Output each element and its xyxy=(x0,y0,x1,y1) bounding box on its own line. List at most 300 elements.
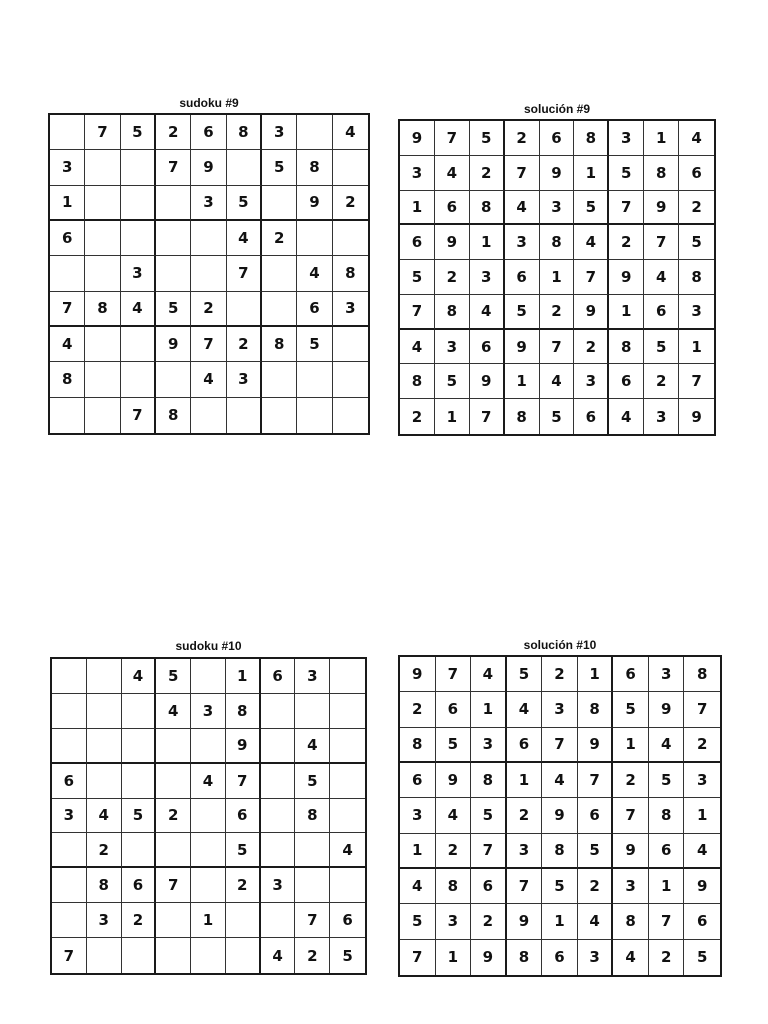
sudoku-9-cell xyxy=(227,150,262,185)
sudoku-9-cell xyxy=(262,256,297,291)
solution-10-cell: 4 xyxy=(507,692,543,727)
solution-10-cell: 9 xyxy=(471,940,507,975)
sudoku-10-cell: 7 xyxy=(226,764,261,799)
solution-9-cell: 3 xyxy=(400,156,435,191)
sudoku-9-cell xyxy=(85,327,120,362)
sudoku-9-cell xyxy=(121,327,156,362)
solution-10-cell: 8 xyxy=(578,692,614,727)
solution-9-cell: 2 xyxy=(574,330,609,365)
solution-9-cell: 3 xyxy=(679,295,714,330)
sudoku-10-cell: 5 xyxy=(156,659,191,694)
solution-10-cell: 5 xyxy=(507,657,543,692)
solution-9-cell: 5 xyxy=(540,399,575,434)
sudoku-10-cell xyxy=(122,729,157,764)
solution-10-cell: 3 xyxy=(649,657,685,692)
sudoku-10-cell: 8 xyxy=(295,799,330,834)
solution-10-cell: 4 xyxy=(684,834,720,869)
solution-10-cell: 1 xyxy=(649,869,685,904)
sudoku-10-cell: 2 xyxy=(122,903,157,938)
sudoku-10-cell: 7 xyxy=(156,868,191,903)
solution-9-cell: 6 xyxy=(505,260,540,295)
sudoku-10-cell xyxy=(330,729,365,764)
sudoku-9-cell xyxy=(156,256,191,291)
solution-9-cell: 5 xyxy=(470,121,505,156)
sudoku-10-cell: 4 xyxy=(295,729,330,764)
sudoku-10-cell xyxy=(191,799,226,834)
sudoku-10-cell xyxy=(156,938,191,973)
solution-9-cell: 8 xyxy=(540,225,575,260)
solution-9-cell: 8 xyxy=(470,191,505,226)
sudoku-10-cell xyxy=(191,868,226,903)
sudoku-9-cell xyxy=(227,292,262,327)
sudoku-9-cell: 6 xyxy=(50,221,85,256)
sudoku-9-cell: 2 xyxy=(227,327,262,362)
solution-10-cell: 9 xyxy=(400,657,436,692)
sudoku-9-cell: 3 xyxy=(262,115,297,150)
sudoku-9-title: sudoku #9 xyxy=(179,96,239,110)
sudoku-10-cell xyxy=(261,764,296,799)
solution-9-cell: 6 xyxy=(400,225,435,260)
solution-10-cell: 9 xyxy=(507,904,543,939)
solution-9-cell: 3 xyxy=(574,364,609,399)
sudoku-10-cell xyxy=(52,903,87,938)
sudoku-10-cell xyxy=(330,659,365,694)
solution-10-cell: 6 xyxy=(507,728,543,763)
sudoku-10-cell xyxy=(52,868,87,903)
solution-9-cell: 5 xyxy=(435,364,470,399)
solution-10-cell: 8 xyxy=(507,940,543,975)
sudoku-9-cell xyxy=(121,150,156,185)
sudoku-10-cell xyxy=(295,868,330,903)
solution-10-cell: 4 xyxy=(578,904,614,939)
solution-9-cell: 3 xyxy=(644,399,679,434)
solution-9-cell: 7 xyxy=(540,330,575,365)
sudoku-9-cell: 5 xyxy=(262,150,297,185)
solution-10-cell: 4 xyxy=(436,798,472,833)
sudoku-9-cell: 2 xyxy=(156,115,191,150)
sudoku-9-cell: 2 xyxy=(262,221,297,256)
solution-10-cell: 6 xyxy=(578,798,614,833)
solution-10-cell: 2 xyxy=(436,834,472,869)
solution-10-cell: 7 xyxy=(649,904,685,939)
sudoku-9-cell: 1 xyxy=(50,186,85,221)
solution-9-cell: 8 xyxy=(609,330,644,365)
solution-10-cell: 3 xyxy=(578,940,614,975)
sudoku-9-cell: 3 xyxy=(191,186,226,221)
solution-9-cell: 5 xyxy=(400,260,435,295)
solution-9-cell: 5 xyxy=(679,225,714,260)
solution-9-cell: 9 xyxy=(540,156,575,191)
solution-9-cell: 9 xyxy=(574,295,609,330)
solution-10-cell: 1 xyxy=(471,692,507,727)
solution-9-cell: 9 xyxy=(505,330,540,365)
solution-10-cell: 6 xyxy=(613,657,649,692)
sudoku-10-cell xyxy=(52,694,87,729)
solution-9-cell: 5 xyxy=(505,295,540,330)
solution-9-cell: 3 xyxy=(609,121,644,156)
sudoku-9-cell: 6 xyxy=(297,292,332,327)
sudoku-9-cell: 5 xyxy=(156,292,191,327)
sudoku-10-cell: 5 xyxy=(226,833,261,868)
sudoku-9-cell xyxy=(121,362,156,397)
sudoku-10-cell xyxy=(122,938,157,973)
solution-9-cell: 7 xyxy=(470,399,505,434)
sudoku-10-cell xyxy=(87,729,122,764)
sudoku-10-cell: 4 xyxy=(261,938,296,973)
solution-10-cell: 6 xyxy=(684,904,720,939)
sudoku-9-cell: 7 xyxy=(85,115,120,150)
solution-10-cell: 1 xyxy=(578,657,614,692)
solution-10-cell: 4 xyxy=(471,657,507,692)
solution-9-cell: 5 xyxy=(609,156,644,191)
solution-10-title: solución #10 xyxy=(523,638,597,652)
solution-9-cell: 9 xyxy=(470,364,505,399)
solution-9-cell: 2 xyxy=(470,156,505,191)
sudoku-9-cell: 6 xyxy=(191,115,226,150)
sudoku-10-cell xyxy=(87,764,122,799)
sudoku-9-cell: 4 xyxy=(333,115,368,150)
solution-9-cell: 4 xyxy=(679,121,714,156)
solution-10-cell: 9 xyxy=(649,692,685,727)
solution-10-cell: 2 xyxy=(507,798,543,833)
solution-10-cell: 8 xyxy=(684,657,720,692)
sudoku-10-cell xyxy=(191,833,226,868)
solution-10-cell: 3 xyxy=(507,834,543,869)
solution-10-cell: 2 xyxy=(542,657,578,692)
sudoku-10-cell: 2 xyxy=(156,799,191,834)
solution-9-cell: 4 xyxy=(540,364,575,399)
solution-10-cell: 6 xyxy=(471,869,507,904)
sudoku-9-cell: 7 xyxy=(191,327,226,362)
solution-10-cell: 3 xyxy=(400,798,436,833)
solution-9-cell: 3 xyxy=(540,191,575,226)
solution-9-cell: 5 xyxy=(574,191,609,226)
solution-10-cell: 9 xyxy=(578,728,614,763)
sudoku-10-cell xyxy=(156,764,191,799)
sudoku-9-cell: 4 xyxy=(121,292,156,327)
solution-9-cell: 2 xyxy=(505,121,540,156)
sudoku-9-cell: 7 xyxy=(121,398,156,433)
solution-10-cell: 1 xyxy=(613,728,649,763)
sudoku-10-cell xyxy=(295,833,330,868)
solution-10-cell: 9 xyxy=(613,834,649,869)
sudoku-9-cell xyxy=(85,362,120,397)
solution-9-cell: 9 xyxy=(691,407,702,426)
sudoku-10-cell xyxy=(156,729,191,764)
sudoku-10-cell xyxy=(122,764,157,799)
solution-10-cell: 8 xyxy=(436,869,472,904)
solution-10-cell: 5 xyxy=(400,904,436,939)
sudoku-9-cell: 7 xyxy=(156,150,191,185)
sudoku-9-cell xyxy=(50,398,85,433)
sudoku-9-cell xyxy=(85,398,120,433)
sudoku-9-cell xyxy=(85,221,120,256)
solution-9-cell: 1 xyxy=(679,330,714,365)
sudoku-10-cell: 4 xyxy=(87,799,122,834)
solution-10-cell: 2 xyxy=(471,904,507,939)
sudoku-10-cell: 3 xyxy=(87,903,122,938)
solution-10-cell: 2 xyxy=(400,692,436,727)
sudoku-10-cell xyxy=(52,833,87,868)
solution-10-cell: 1 xyxy=(400,834,436,869)
sudoku-9-cell xyxy=(262,362,297,397)
sudoku-10-panel xyxy=(50,639,367,976)
solution-9-cell: 9 xyxy=(644,191,679,226)
solution-10-cell: 7 xyxy=(400,940,436,975)
solution-9-cell: 8 xyxy=(435,295,470,330)
solution-10-cell: 6 xyxy=(400,763,436,798)
solution-10-cell: 6 xyxy=(649,834,685,869)
sudoku-10-cell: 4 xyxy=(330,833,365,868)
solution-10-cell: 8 xyxy=(400,728,436,763)
sudoku-10-cell xyxy=(52,729,87,764)
sudoku-9-cell: 9 xyxy=(156,327,191,362)
solution-9-cell: 7 xyxy=(505,156,540,191)
sudoku-10-cell: 2 xyxy=(226,868,261,903)
sudoku-9-cell xyxy=(85,256,120,291)
solution-9-cell: 2 xyxy=(644,364,679,399)
solution-9-cell: 1 xyxy=(435,399,470,434)
solution-10-cell: 8 xyxy=(649,798,685,833)
sudoku-9-cell xyxy=(85,186,120,221)
solution-9-cell: 8 xyxy=(574,121,609,156)
sudoku-10-cell: 5 xyxy=(342,946,353,965)
sudoku-9-cell: 4 xyxy=(297,256,332,291)
sudoku-10-cell: 3 xyxy=(191,694,226,729)
sudoku-10-cell xyxy=(261,694,296,729)
sudoku-10-cell xyxy=(191,938,226,973)
sudoku-9-cell xyxy=(333,327,368,362)
solution-10-cell: 7 xyxy=(471,834,507,869)
sudoku-10-cell: 8 xyxy=(87,868,122,903)
sudoku-10-cell: 3 xyxy=(52,799,87,834)
sudoku-10-cell: 8 xyxy=(226,694,261,729)
sudoku-9-cell: 4 xyxy=(50,327,85,362)
solution-10-cell: 3 xyxy=(613,869,649,904)
sudoku-10-cell: 7 xyxy=(52,938,87,973)
sudoku-10-cell xyxy=(261,903,296,938)
solution-9-cell: 4 xyxy=(435,156,470,191)
solution-9-cell: 6 xyxy=(540,121,575,156)
sudoku-9-cell xyxy=(262,398,297,433)
sudoku-9-cell: 2 xyxy=(333,186,368,221)
solution-10-cell: 2 xyxy=(649,940,685,975)
solution-9-cell: 6 xyxy=(679,156,714,191)
solution-9-cell: 4 xyxy=(505,191,540,226)
solution-10-cell: 8 xyxy=(471,763,507,798)
sudoku-9-cell xyxy=(191,398,226,433)
sudoku-9-cell: 8 xyxy=(297,150,332,185)
solution-9-cell: 6 xyxy=(644,295,679,330)
sudoku-9-cell xyxy=(333,150,368,185)
sudoku-10-cell xyxy=(156,833,191,868)
solution-9-cell: 6 xyxy=(470,330,505,365)
sudoku-10-cell: 9 xyxy=(226,729,261,764)
sudoku-9-cell xyxy=(156,221,191,256)
sudoku-10-cell: 2 xyxy=(87,833,122,868)
solution-10-panel xyxy=(398,638,722,979)
sudoku-10-cell: 3 xyxy=(261,868,296,903)
solution-9-cell: 1 xyxy=(400,191,435,226)
solution-9-panel xyxy=(398,102,716,437)
solution-9-cell: 1 xyxy=(540,260,575,295)
solution-9-cell: 3 xyxy=(470,260,505,295)
sudoku-10-cell: 6 xyxy=(52,764,87,799)
solution-9-cell: 7 xyxy=(609,191,644,226)
solution-10-cell: 5 xyxy=(649,763,685,798)
solution-10-cell: 5 xyxy=(578,834,614,869)
sudoku-10-cell xyxy=(87,938,122,973)
sudoku-10-cell xyxy=(330,764,365,799)
solution-10-cell: 9 xyxy=(684,869,720,904)
solution-9-cell: 2 xyxy=(400,399,435,434)
sudoku-10-cell: 6 xyxy=(330,903,365,938)
solution-10-cell: 3 xyxy=(436,904,472,939)
solution-9-cell: 1 xyxy=(644,121,679,156)
solution-10-cell: 1 xyxy=(542,904,578,939)
solution-9-cell: 7 xyxy=(400,295,435,330)
solution-10-cell: 9 xyxy=(436,763,472,798)
solution-10-cell: 2 xyxy=(684,728,720,763)
sudoku-9-cell xyxy=(191,256,226,291)
solution-10-cell: 5 xyxy=(697,948,708,967)
solution-10-grid xyxy=(398,655,722,977)
sudoku-10-cell: 1 xyxy=(191,903,226,938)
solution-9-cell: 1 xyxy=(470,225,505,260)
sudoku-9-cell xyxy=(121,221,156,256)
solution-9-cell: 6 xyxy=(435,191,470,226)
sudoku-9-cell xyxy=(50,115,85,150)
solution-10-cell: 9 xyxy=(542,798,578,833)
sudoku-9-cell: 8 xyxy=(156,398,191,433)
solution-10-cell: 5 xyxy=(542,869,578,904)
solution-9-cell: 8 xyxy=(505,399,540,434)
solution-9-cell: 6 xyxy=(574,399,609,434)
sudoku-9-cell: 7 xyxy=(50,292,85,327)
solution-10-cell: 2 xyxy=(613,763,649,798)
sudoku-9-cell xyxy=(297,221,332,256)
sudoku-10-cell xyxy=(122,694,157,729)
sudoku-10-cell: 6 xyxy=(261,659,296,694)
sudoku-9-cell: 7 xyxy=(227,256,262,291)
solution-10-cell: 1 xyxy=(684,798,720,833)
sudoku-9-cell: 5 xyxy=(297,327,332,362)
sudoku-9-cell xyxy=(297,362,332,397)
sudoku-10-cell: 4 xyxy=(122,659,157,694)
sudoku-9-cell xyxy=(85,150,120,185)
sudoku-10-cell: 5 xyxy=(295,764,330,799)
sudoku-10-cell xyxy=(52,659,87,694)
sudoku-10-cell: 7 xyxy=(295,903,330,938)
sudoku-9-cell xyxy=(121,186,156,221)
sudoku-9-cell: 4 xyxy=(227,221,262,256)
solution-10-cell: 7 xyxy=(578,763,614,798)
sudoku-9-cell: 8 xyxy=(50,362,85,397)
sudoku-10-cell: 2 xyxy=(295,938,330,973)
solution-9-cell: 4 xyxy=(470,295,505,330)
sudoku-10-cell xyxy=(87,694,122,729)
sudoku-9-cell xyxy=(50,256,85,291)
sudoku-10-cell: 6 xyxy=(226,799,261,834)
sudoku-9-grid xyxy=(48,113,370,435)
solution-9-cell: 2 xyxy=(679,191,714,226)
solution-9-title: solución #9 xyxy=(523,102,591,116)
solution-9-cell: 2 xyxy=(435,260,470,295)
sudoku-10-cell xyxy=(261,799,296,834)
solution-9-cell: 3 xyxy=(435,330,470,365)
solution-9-cell: 9 xyxy=(435,225,470,260)
sudoku-9-cell: 3 xyxy=(227,362,262,397)
solution-10-cell: 1 xyxy=(507,763,543,798)
solution-10-cell: 4 xyxy=(400,869,436,904)
solution-10-cell: 1 xyxy=(436,940,472,975)
solution-10-cell: 4 xyxy=(649,728,685,763)
solution-10-cell: 4 xyxy=(542,763,578,798)
solution-9-cell: 7 xyxy=(679,364,714,399)
sudoku-10-cell xyxy=(122,833,157,868)
sudoku-9-cell xyxy=(191,221,226,256)
solution-10-cell: 8 xyxy=(542,834,578,869)
sudoku-10-cell xyxy=(87,659,122,694)
solution-10-cell: 5 xyxy=(436,728,472,763)
sudoku-9-cell: 8 xyxy=(227,115,262,150)
solution-10-cell: 7 xyxy=(684,692,720,727)
sudoku-10-cell: 1 xyxy=(226,659,261,694)
solution-9-cell: 8 xyxy=(400,364,435,399)
solution-9-cell: 6 xyxy=(609,364,644,399)
solution-9-cell: 3 xyxy=(505,225,540,260)
solution-9-cell: 1 xyxy=(574,156,609,191)
sudoku-10-cell xyxy=(261,833,296,868)
solution-10-cell: 7 xyxy=(542,728,578,763)
sudoku-10-cell: 5 xyxy=(122,799,157,834)
sudoku-9-cell: 3 xyxy=(333,292,368,327)
sudoku-10-cell xyxy=(156,903,191,938)
solution-9-cell: 1 xyxy=(505,364,540,399)
solution-9-cell: 7 xyxy=(644,225,679,260)
sudoku-10-cell: 4 xyxy=(191,764,226,799)
sudoku-9-cell: 5 xyxy=(227,186,262,221)
sudoku-9-cell xyxy=(156,362,191,397)
sudoku-9-cell xyxy=(297,398,332,433)
solution-9-cell: 1 xyxy=(609,295,644,330)
sudoku-9-cell: 8 xyxy=(262,327,297,362)
sudoku-9-cell xyxy=(333,362,368,397)
sudoku-10-cell xyxy=(226,938,261,973)
solution-10-cell: 6 xyxy=(436,692,472,727)
solution-9-grid xyxy=(398,119,716,436)
sudoku-10-cell xyxy=(330,799,365,834)
sudoku-9-cell: 2 xyxy=(191,292,226,327)
solution-9-cell: 4 xyxy=(574,225,609,260)
solution-10-cell: 4 xyxy=(613,940,649,975)
sudoku-10-grid xyxy=(50,657,367,975)
solution-10-cell: 3 xyxy=(684,763,720,798)
solution-10-cell: 7 xyxy=(507,869,543,904)
sudoku-9-cell xyxy=(297,115,332,150)
sudoku-9-cell: 9 xyxy=(297,186,332,221)
sudoku-10-cell xyxy=(226,903,261,938)
sudoku-10-cell: 4 xyxy=(156,694,191,729)
sudoku-9-cell: 5 xyxy=(121,115,156,150)
solution-9-cell: 4 xyxy=(609,399,644,434)
solution-9-cell: 2 xyxy=(540,295,575,330)
solution-10-cell: 5 xyxy=(613,692,649,727)
sudoku-10-cell xyxy=(295,694,330,729)
sudoku-9-cell xyxy=(156,186,191,221)
sudoku-10-cell: 6 xyxy=(122,868,157,903)
sudoku-10-cell xyxy=(191,729,226,764)
